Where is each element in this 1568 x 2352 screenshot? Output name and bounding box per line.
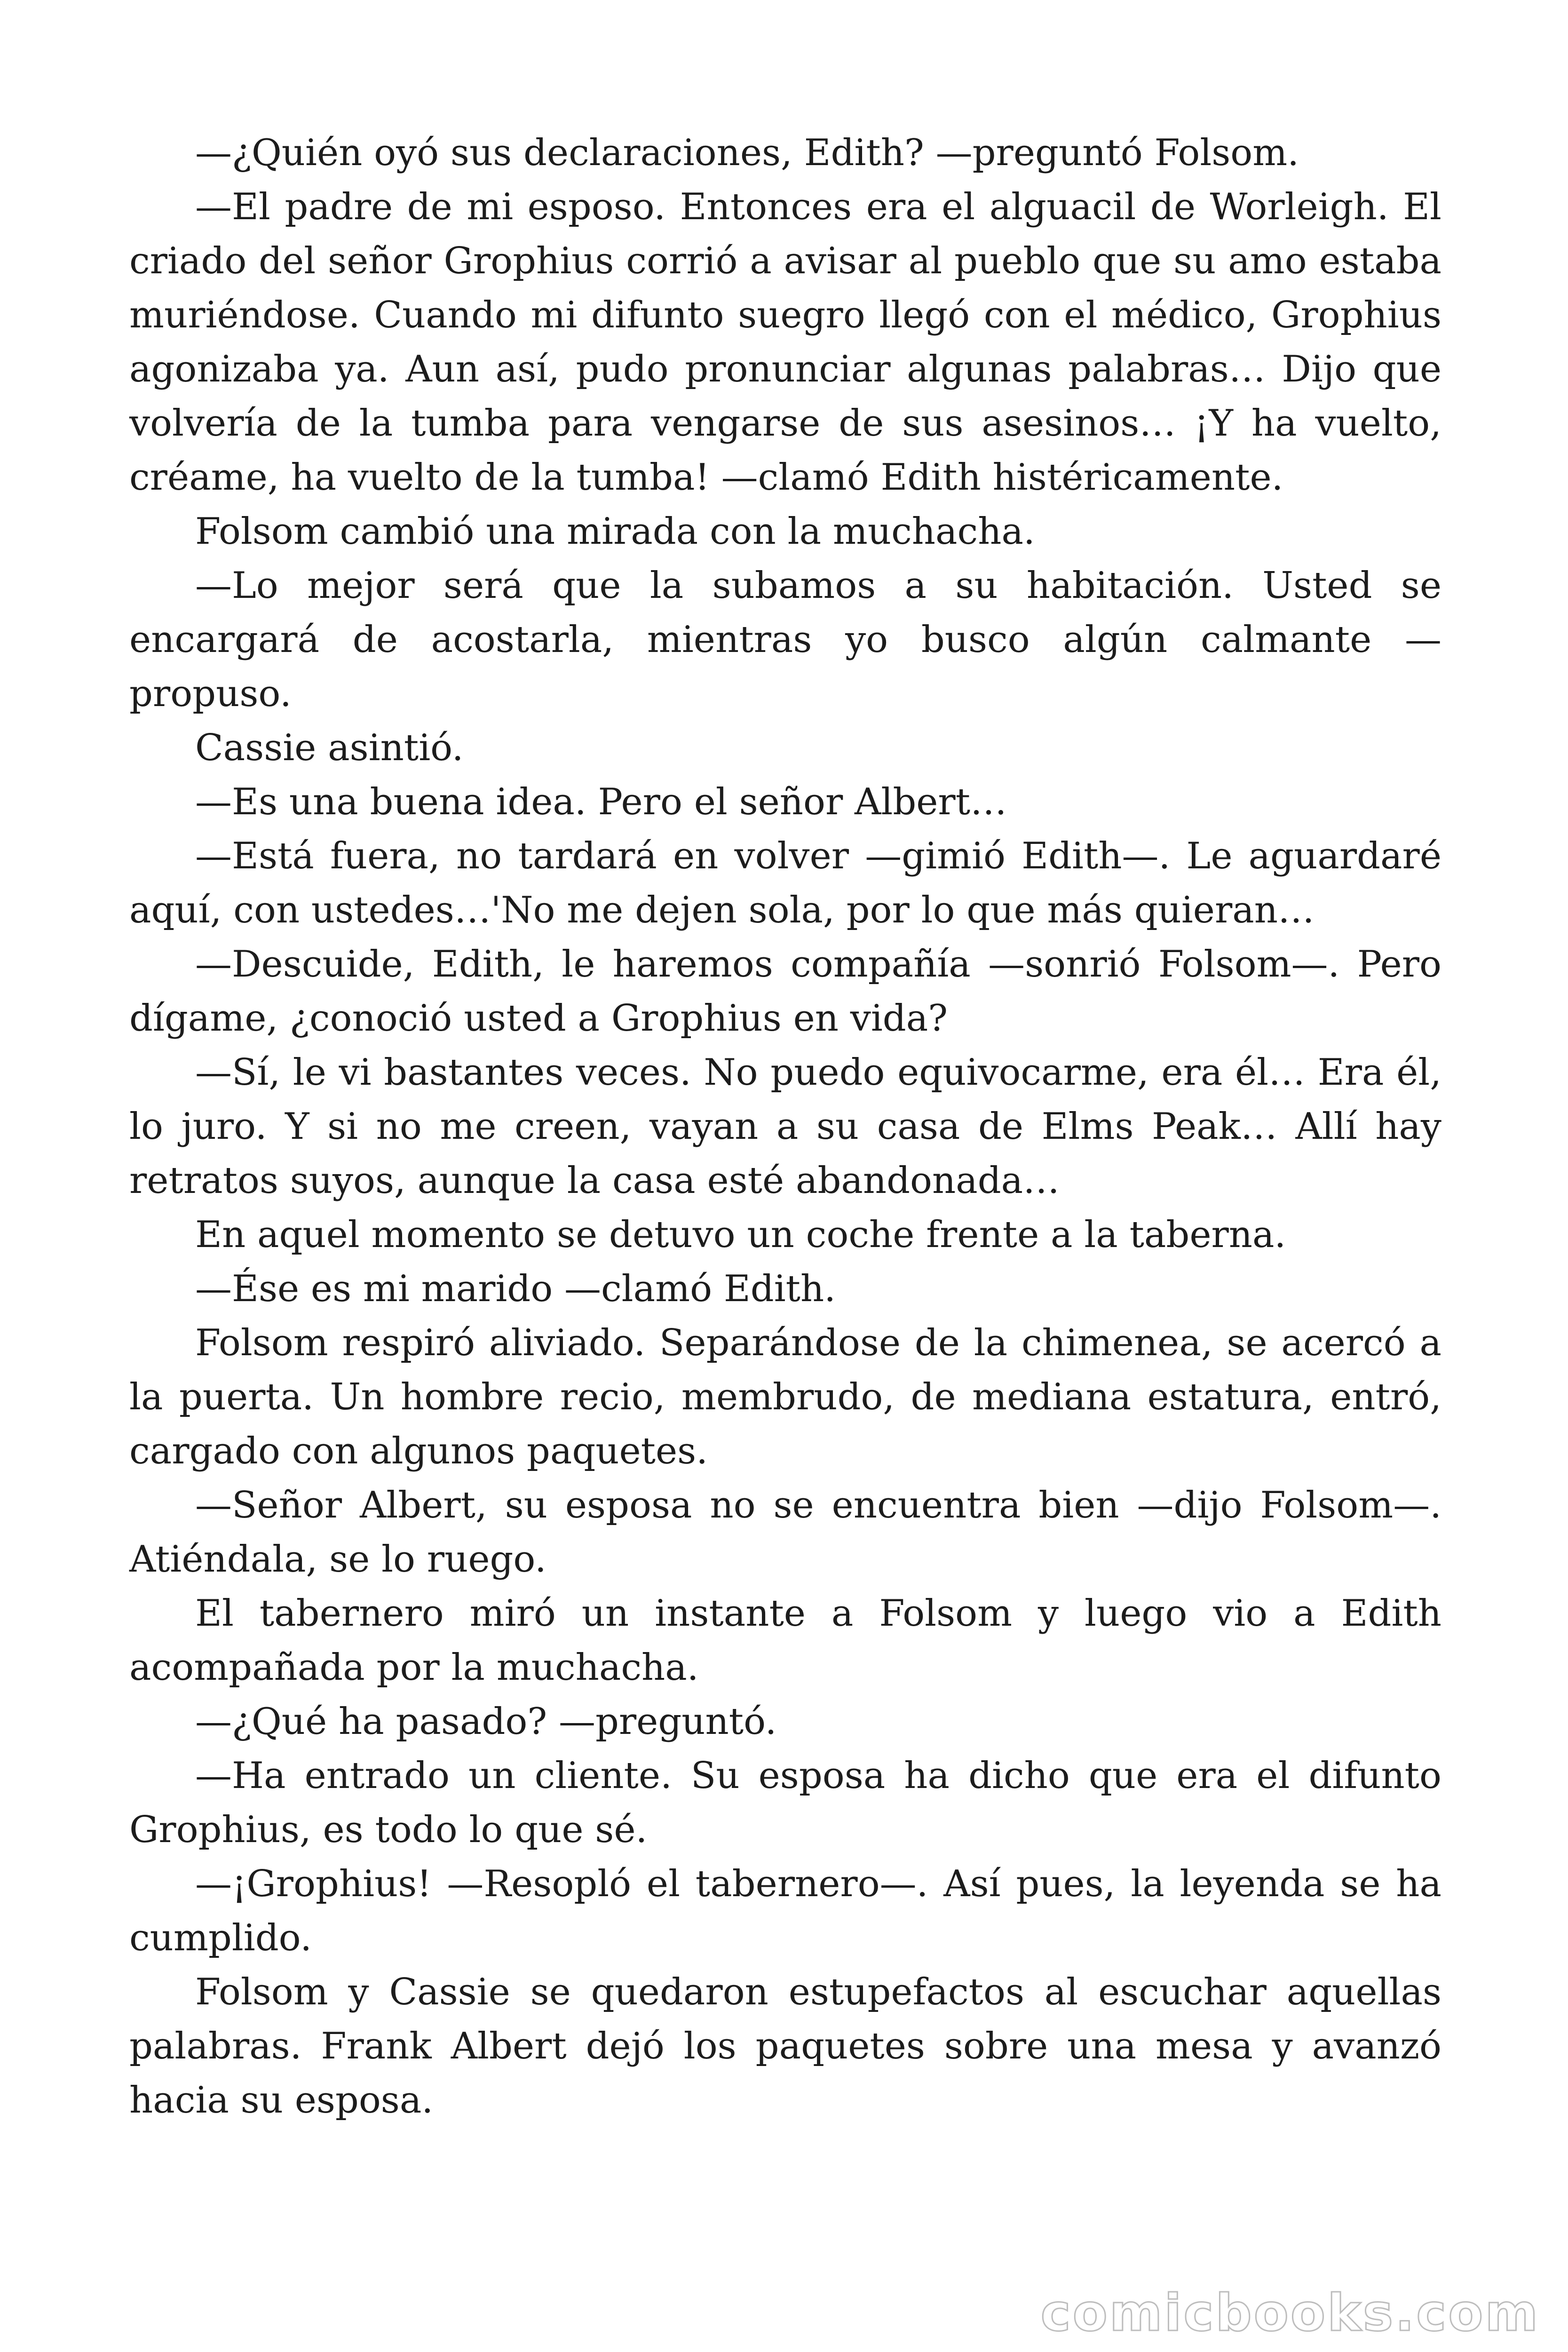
paragraph: —El padre de mi esposo. Entonces era el alguacil de Worleigh. El criado del señor Grophius corrió a avisar al pueblo que su amo estaba muriéndose. Cuando mi difunto suegro llegó con el médico, Grophius agonizaba ya. Aun así, pudo pronunciar algunas palabras… Dijo que volvería de la tumba para vengarse de sus asesinos… ¡Y ha vuelto, créame, ha vuelto de la tumba! —clamó Edith histéricamente. bbox=[129, 186, 1441, 499]
paragraph: —Señor Albert, su esposa no se encuentra bien —dijo Folsom—. Atiéndala, se lo ruego. bbox=[129, 1484, 1441, 1581]
paragraph: —Ése es mi marido —clamó Edith. bbox=[195, 1268, 836, 1310]
paragraph: —Ha entrado un cliente. Su esposa ha dicho que era el difunto Grophius, es todo lo que sé. bbox=[129, 1755, 1441, 1851]
paragraph: —Descuide, Edith, le haremos compañía —sonrió Folsom—. Pero dígame, ¿conoció usted a Grophius en vida? bbox=[129, 943, 1441, 1040]
paragraph: Cassie asintió. bbox=[195, 727, 464, 769]
watermark-logo: comicbooks.com bbox=[1040, 2284, 1540, 2343]
paragraph: Folsom y Cassie se quedaron estupefactos al escuchar aquellas palabras. Frank Albert dejó los paquetes sobre una mesa y avanzó hacia su esposa. bbox=[129, 1971, 1441, 2122]
paragraph: —Sí, le vi bastantes veces. No puedo equivocarme, era él… Era él, lo juro. Y si no me creen, vayan a su casa de Elms Peak… Allí hay retratos suyos, aunque la casa esté abandonada… bbox=[129, 1051, 1441, 1202]
paragraph: En aquel momento se detuvo un coche frente a la taberna. bbox=[195, 1214, 1286, 1256]
paragraph: El tabernero miró un instante a Folsom y luego vio a Edith acompañada por la muchacha. bbox=[129, 1592, 1441, 1689]
paragraph: —Está fuera, no tardará en volver —gimió Edith—. Le aguardaré aquí, con ustedes…'No me dejen sola, por lo que más quieran… bbox=[129, 835, 1441, 931]
paragraph: —¡Grophius! —Resopló el tabernero—. Así pues, la leyenda se ha cumplido. bbox=[129, 1863, 1441, 1959]
page-text bbox=[129, 126, 1441, 2128]
paragraph: —Lo mejor será que la subamos a su habitación. Usted se encargará de acostarla, mientras yo busco algún calmante — propuso. bbox=[129, 564, 1441, 715]
paragraph: —Es una buena idea. Pero el señor Albert… bbox=[195, 781, 1007, 823]
paragraph: —¿Quién oyó sus declaraciones, Edith? —preguntó Folsom. bbox=[195, 132, 1299, 174]
paragraph: Folsom cambió una mirada con la muchacha. bbox=[195, 510, 1035, 553]
paragraph: Folsom respiró aliviado. Separándose de la chimenea, se acercó a la puerta. Un hombre recio, membrudo, de mediana estatura, entró, cargado con algunos paquetes. bbox=[129, 1322, 1441, 1472]
paragraph: —¿Qué ha pasado? —preguntó. bbox=[195, 1700, 777, 1743]
